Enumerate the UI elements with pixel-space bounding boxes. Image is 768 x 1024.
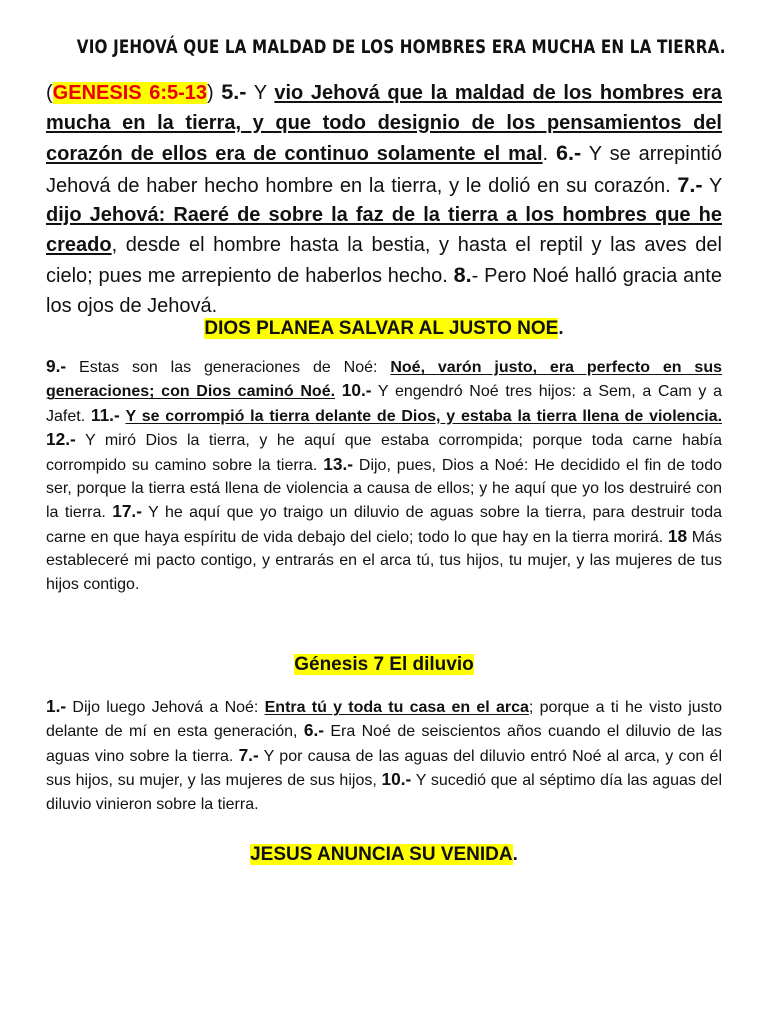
verse-number-9: 9.- bbox=[46, 356, 67, 376]
verse-number-6: 6.- bbox=[556, 140, 582, 165]
verse-10-text: Y engendró Noé tres hijos: a Sem, a Cam y a Jafet. bbox=[46, 383, 722, 425]
verse-17-text: Y he aquí que yo traigo un diluvio de aguas sobre la tierra, para destruir toda carne en que haya espíritu de vida debajo del cielo; todo lo que hay en la tierra morirá. bbox=[46, 504, 722, 546]
verse-7-7-text: Y por causa de las aguas del diluvio entró Noé al arca, y con él sus hijos, su mujer, y las mujeres de sus hijos, bbox=[46, 747, 722, 790]
verse-number-5: 5.- bbox=[221, 79, 247, 104]
verse-7-post: , desde el hombre hasta la bestia, y hasta el reptil y las aves del cielo; pues me arrepiento de haberlos hecho. bbox=[46, 233, 722, 287]
verse-number-12: 12.- bbox=[46, 429, 76, 450]
section-heading-dios-planea bbox=[0, 317, 768, 341]
paragraph-genesis-7 bbox=[46, 695, 722, 816]
verse-7-1-pre: Dijo luego Jehová a Noé: bbox=[66, 699, 265, 716]
heading-3-text: JESUS ANUNCIA SU VENIDA bbox=[250, 844, 513, 865]
open-paren: ( bbox=[46, 82, 53, 104]
scripture-reference: GENESIS 6:5-13 bbox=[52, 82, 208, 104]
verse-5-emphasis: vio Jehová que la maldad de los hombres era mucha en la tierra, y que todo designio de los pensamientos del corazón de ellos era de continuo solamente el mal bbox=[46, 82, 722, 165]
verse-7-1-emphasis: Entra tú y toda tu casa en el arca bbox=[264, 699, 529, 716]
verse-number-10: 10.- bbox=[341, 380, 372, 401]
verse-6-text: Y se arrepintió Jehová de haber hecho hombre en la tierra, y le dolió en su corazón. bbox=[46, 143, 722, 197]
verse-5-pre: Y bbox=[246, 82, 275, 104]
section-heading-jesus-anuncia bbox=[0, 843, 768, 867]
verse-number-7-1: 1.- bbox=[46, 696, 67, 716]
verse-7-pre: Y bbox=[702, 174, 722, 197]
verse-7-10-text: Y sucedió que al séptimo día las aguas del diluvio vinieron sobre la tierra. bbox=[46, 772, 723, 813]
heading-1-suffix: . bbox=[558, 318, 564, 339]
verse-8-text: - Pero Noé halló gracia ante los ojos de Jehová. bbox=[46, 265, 722, 317]
verse-number-13: 13.- bbox=[323, 453, 353, 474]
verse-number-8: 8. bbox=[453, 262, 472, 287]
verse-9-emphasis: Noé, varón justo, era perfecto en sus generaciones; con Dios caminó Noé. bbox=[46, 359, 723, 401]
paragraph-genesis-6-5-8 bbox=[46, 77, 722, 321]
verse-13-text: Dijo, pues, Dios a Noé: He decidido el fin de todo ser, porque la tierra está llena de violencia a causa de ellos; y he aquí que yo los destruiré con la tierra. bbox=[46, 456, 722, 522]
verse-number-7-6: 6.- bbox=[303, 720, 325, 741]
verse-7-1-post: ; porque a ti he visto justo delante de mí en esta generación, bbox=[46, 699, 723, 741]
document-title: VIO JEHOVÁ QUE LA MALDAD DE LOS HOMBRES ERA MUCHA EN LA TIERRA. bbox=[76, 36, 726, 58]
verse-number-7: 7.- bbox=[677, 171, 703, 197]
verse-number-7-7: 7.- bbox=[238, 744, 259, 765]
verse-number-11: 11.- bbox=[90, 404, 120, 425]
verse-18-text: Más estableceré mi pacto contigo, y entrarás en el arca tú, tus hijos, tu mujer, y las mujeres de tus hijos contigo. bbox=[46, 528, 723, 593]
verse-9-pre: Estas son las generaciones de Noé: bbox=[66, 359, 391, 376]
verse-11-emphasis: Y se corrompió la tierra delante de Dios, y estaba la tierra llena de violencia. bbox=[125, 407, 723, 425]
close-paren: ) bbox=[207, 82, 214, 104]
verse-7-6-text: Era Noé de seiscientos años cuando el diluvio de las aguas vino sobre la tierra. bbox=[46, 723, 723, 765]
verse-number-17: 17.- bbox=[112, 501, 142, 522]
heading-1-text: DIOS PLANEA SALVAR AL JUSTO NOE bbox=[204, 318, 559, 339]
verse-5-post: . bbox=[542, 143, 556, 165]
verse-12-text: Y miró Dios la tierra, y he aquí que estaba corrompida; porque toda carne había corrompido su camino sobre la tierra. bbox=[46, 432, 722, 474]
verse-9-post bbox=[335, 383, 342, 400]
verse-number-18: 18 bbox=[667, 525, 688, 546]
paragraph-genesis-6-9-18 bbox=[46, 355, 722, 596]
heading-3-suffix: . bbox=[512, 844, 518, 865]
verse-7-emphasis: dijo Jehová: Raeré de sobre la faz de la tierra a los hombres que he creado bbox=[46, 204, 722, 256]
heading-2-text: Génesis 7 El diluvio bbox=[294, 654, 474, 675]
verse-number-7-10: 10.- bbox=[381, 769, 412, 790]
section-heading-genesis-7 bbox=[0, 653, 768, 677]
